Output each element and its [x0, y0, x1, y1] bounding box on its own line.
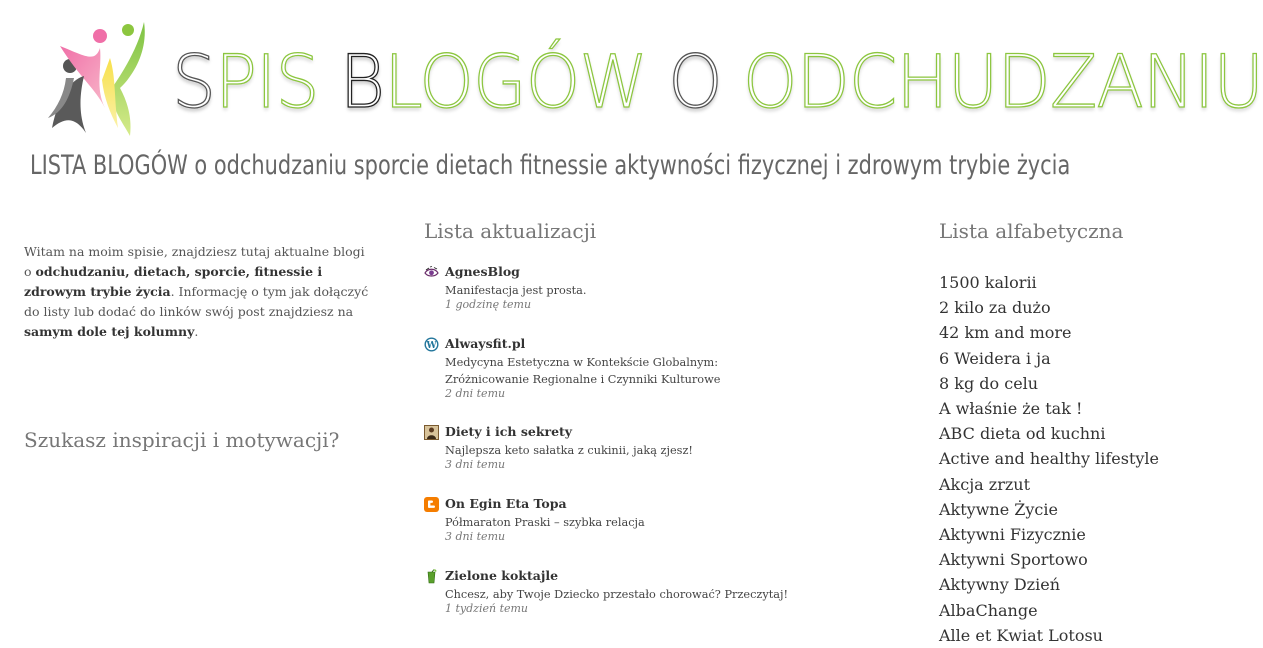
intro-text-part: .: [194, 324, 199, 339]
blog-name-link[interactable]: AgnesBlog: [445, 264, 520, 279]
post-title-link[interactable]: Najlepsza keto sałatka z cukinii, jaką zjesz!: [445, 444, 693, 457]
green-smoothie-favicon-icon: [424, 569, 439, 584]
intro-text: [24, 242, 369, 342]
alphabetical-blog-link[interactable]: 6 Weidera i ja: [939, 348, 1051, 368]
portrait-favicon-icon: [424, 425, 439, 440]
alphabetical-blog-link[interactable]: Akcja zrzut: [939, 474, 1031, 494]
updates-heading: Lista aktualizacji: [424, 219, 597, 243]
alphabetical-blog-link[interactable]: A właśnie że tak !: [939, 399, 1083, 419]
post-title-link[interactable]: Półmaraton Praski – szybka relacja: [445, 516, 645, 529]
intro-text-part: . Informację o tym jak dołączyć do listy lub dodać do linków swój post znajdziesz na: [24, 284, 369, 319]
wordpress-favicon-icon: [424, 337, 439, 352]
site-title[interactable]: [172, 40, 1263, 125]
dancing-figures-logo-icon: [40, 18, 160, 138]
alphabetical-list: [939, 270, 1159, 648]
site-title-part: LOGÓW: [384, 40, 669, 125]
alphabetical-blog-link[interactable]: 1500 kalorii: [939, 273, 1037, 292]
intro-bold-location: samym dole tej kolumny: [24, 324, 195, 339]
blogger-favicon-icon: [424, 497, 439, 512]
post-age: 1 tydzień temu: [445, 602, 529, 615]
post-title-link[interactable]: Medycyna Estetyczna w Kontekście Globalnym: Zróżnicowanie Regionalne i Czynniki Kulturowe: [445, 356, 721, 386]
update-item: [424, 566, 824, 638]
site-tagline: LISTA BLOGÓW o odchudzaniu sporcie dietach fitnessie aktywności fizycznej i zdrowym trybie życia: [30, 150, 1071, 181]
alphabetical-blog-link[interactable]: Alle et Kwiat Lotosu: [939, 625, 1103, 645]
update-item: [424, 494, 824, 566]
update-item: [424, 334, 824, 422]
alphabetical-blog-link[interactable]: AlbaChange: [939, 600, 1038, 620]
alphabetical-blog-link[interactable]: ABC dieta od kuchni: [939, 424, 1106, 444]
intro-text-part: Witam na moim spisie, znajdziesz tutaj aktualne blogi o: [24, 244, 365, 279]
svg-text:W: W: [426, 341, 437, 351]
alphabetical-blog-link[interactable]: Active and healthy lifestyle: [939, 449, 1160, 469]
post-age: 1 godzinę temu: [445, 298, 532, 311]
intro-bold-topics: odchudzaniu, dietach, sporcie, fitnessie i zdrowym trybie życia: [24, 264, 323, 299]
inspiration-heading: Szukasz inspiracji i motywacji?: [24, 428, 340, 452]
alphabetical-blog-link[interactable]: Aktywne Życie: [939, 499, 1058, 519]
site-title-part: S: [172, 40, 216, 125]
blog-name-link[interactable]: Zielone koktajle: [445, 568, 559, 583]
alphabetical-heading: Lista alfabetyczna: [939, 219, 1124, 243]
alphabetical-blog-link[interactable]: 42 km and more: [939, 323, 1072, 343]
post-age: 3 dni temu: [445, 458, 506, 471]
post-age: 2 dni temu: [445, 387, 506, 400]
site-title-part: B: [339, 40, 385, 125]
alphabetical-blog-link[interactable]: 8 kg do celu: [939, 373, 1039, 393]
post-title-link[interactable]: Chcesz, aby Twoje Dziecko przestało chorować? Przeczytaj!: [445, 588, 789, 601]
eye-favicon-icon: [424, 265, 439, 280]
blog-name-link[interactable]: Diety i ich sekrety: [445, 424, 573, 439]
blog-name-link[interactable]: On Egin Eta Topa: [445, 496, 567, 511]
site-title-part: O: [668, 40, 743, 125]
update-item: [424, 422, 824, 494]
post-title-link[interactable]: Manifestacja jest prosta.: [445, 284, 587, 297]
alphabetical-blog-link[interactable]: Aktywni Fizycznie: [939, 525, 1086, 545]
site-title-part: ODCHUDZANIU: [742, 40, 1263, 125]
site-logo[interactable]: [40, 18, 160, 138]
post-age: 3 dni temu: [445, 530, 506, 543]
alphabetical-blog-link[interactable]: 2 kilo za dużo: [939, 298, 1051, 318]
site-title-part: PIS: [215, 40, 340, 125]
updates-list: [424, 262, 824, 638]
alphabetical-blog-link[interactable]: Aktywny Dzień: [939, 575, 1060, 595]
blog-name-link[interactable]: Alwaysfit.pl: [445, 336, 526, 351]
alphabetical-blog-link[interactable]: Aktywni Sportowo: [939, 550, 1088, 570]
update-item: [424, 262, 824, 334]
